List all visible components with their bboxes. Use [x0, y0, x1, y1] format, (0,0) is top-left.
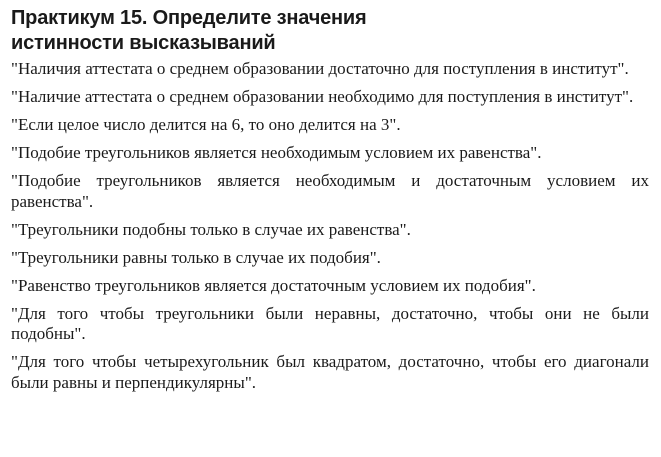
statement-3: "Если целое число делится на 6, то оно делится на 3". — [11, 115, 401, 134]
statement-10: "Для того чтобы четырехугольник был квадратом, достаточно, чтобы его диагонали были равны и перпендикулярны". — [11, 352, 649, 392]
document-page — [11, 6, 649, 401]
statement-9: "Для того чтобы треугольники были неравны, достаточно, чтобы они не были подобны". — [11, 303, 649, 343]
statement-8: "Равенство треугольников является достаточным условием их подобия". — [11, 275, 536, 295]
title-line-1: Практикум 15. Определите значения — [11, 7, 367, 29]
statement-list — [11, 59, 649, 393]
page-title — [11, 6, 649, 56]
statement-1: "Наличия аттестата о среднем образовании достаточно для поступления в институт". — [11, 59, 629, 78]
statement-6: "Треугольники подобны только в случае их равенства". — [11, 219, 411, 239]
statement-4: "Подобие треугольников является необходимым условием их равенства". — [11, 143, 542, 162]
statement-2: "Наличие аттестата о среднем образовании необходимо для поступления в институт". — [11, 87, 634, 106]
statement-7: "Треугольники равны только в случае их подобия". — [11, 247, 381, 267]
title-line-2: истинности высказываний — [11, 32, 276, 54]
statement-5: "Подобие треугольников является необходимым и достаточным условием их равенства". — [11, 171, 649, 211]
